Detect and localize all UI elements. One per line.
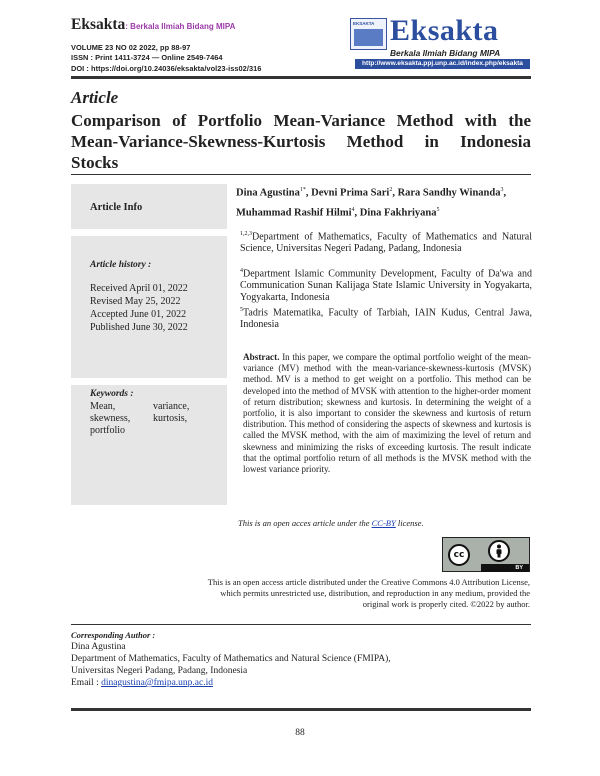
creative-commons-icon: cc [448,544,470,566]
journal-name: Eksakta: Berkala Ilmiah Bidang MIPA [71,16,236,33]
keyword: Mean, [90,401,116,412]
journal-logo [350,14,530,68]
history-title: Article history : [90,260,152,270]
author-name: Rara Sandhy Winanda [397,187,501,199]
doi-line: DOI : https://doi.org/10.24036/eksakta/vol23-iss02/316 [71,64,262,73]
logo-subtitle: Berkala Ilmiah Bidang MIPA [390,48,501,58]
journal-url-link[interactable]: http://www.eksakta.ppj.unp.ac.id/index.php/eksakta [355,59,530,69]
article-info-box [71,184,227,229]
author-name: Dina Fakhriyana [359,207,437,218]
journal-subtitle: : Berkala Ilmiah Bidang MIPA [125,22,236,31]
cc-by-license-badge[interactable] [442,537,530,572]
abstract [243,352,531,475]
author-name: Dina Agustina [236,187,300,199]
corresponding-email-row [71,678,213,688]
keyword: skewness, [90,413,131,424]
corresponding-author-title: Corresponding Author : [71,630,156,640]
journal-cover-icon: EKSAKTA [350,18,387,50]
cc-by-link[interactable]: CC-BY [371,518,396,528]
article-history-box [71,236,227,378]
published-date: Published June 30, 2022 [90,322,188,333]
page-number: 88 [295,728,305,738]
abstract-text: In this paper, we compare the optimal portfolio weight of the mean-variance (MV) method with the mean-variance-skewness-kurtosis (MVSK) method. MV is a method to get weight on a portfolio. This method can be developed into the method of MVSK with attention to the higher-order moment of return distribution; skewness and kurtosis. In determining the weight of a portfolio, it is also important to consider the skewness and kurtosis of return distribution. This method of considering the aspects of skewness and kurtosis is called the MVSK method, with the aim of maximizing the level of return and skewness and minimizing the risks of exceeding kurtosis. The result indicate that the optimal portfolio return of all methods is the MVSK method with the lowest variance priority. [243,352,531,475]
article-info-title: Article Info [90,202,143,213]
keywords-title: Keywords : [90,389,134,399]
affiliation: $^{1,2,3}$Department of Mathematics, Faculty of Mathematics and Natural Science, Universitas Negeri Padang, Padang, Indonesia [240,231,532,255]
corresponding-email-link[interactable]: dinagustina@fmipa.unp.ac.id [101,678,213,688]
title-divider [71,174,531,175]
affiliation: $^4$Department Islamic Community Development, Faculty of Da'wa and Communication Sunan Kalijaga State Islamic University in Yogyakarta, Yogyakarta, Indonesia [240,268,532,304]
article-type-label: Article [71,88,119,107]
received-date: Received April 01, 2022 [90,283,188,294]
article-title: Comparison of Portfolio Mean-Variance Method with the Mean-Variance-Skewness-Kurtosis Method in Indonesia Stocks [71,111,531,172]
author-name: Muhammad Rashif Hilmi [236,207,352,218]
by-label: BY [481,564,529,572]
keyword: portfolio [90,425,125,436]
accepted-date: Accepted June 01, 2022 [90,309,187,320]
corresponding-name: Dina Agustina [71,642,126,652]
attribution-person-icon [488,540,510,562]
header-divider [71,76,531,79]
corresponding-department: Department of Mathematics, Faculty of Mathematics and Natural Science (FMIPA), [71,654,391,664]
author-list: Dina Agustina$^{1*}$, Devni Prima Sari$^2$, Rara Sandhy Winanda$^3$, Muhammad Rashif Hilmi$^4$, Dina Fakhriyana$^5$ [236,187,507,218]
license-statement: This is an open access article distributed under the Creative Commons 4.0 Attribution License, which permits unrestricted use, distribution, and reproduction in any medium, provided the original work is properly cited. ©2022 by author. [207,577,530,609]
logo-title: Eksakta [390,14,499,47]
keyword: variance, [153,401,190,412]
issn-line: ISSN : Print 1411-3724 — Online 2549-7464 [71,53,223,62]
affiliation: $^5$Tadris Matematika, Faculty of Tarbiah, IAIN Kudus, Central Jawa, Indonesia [240,307,532,331]
volume-line: VOLUME 23 NO 02 2022, pp 88-97 [71,43,191,52]
footer-divider [71,708,531,711]
author-name: Devni Prima Sari [311,187,390,199]
corresponding-university: Universitas Negeri Padang, Padang, Indonesia [71,666,248,676]
license-divider [71,624,531,625]
keywords-box [71,385,227,505]
email-label: Email : [71,678,99,688]
abstract-label: Abstract. [243,352,280,362]
open-access-note: This is an open acces article under the CC-BY license. [238,518,424,528]
revised-date: Revised May 25, 2022 [90,296,181,307]
keyword: kurtosis, [153,413,188,424]
